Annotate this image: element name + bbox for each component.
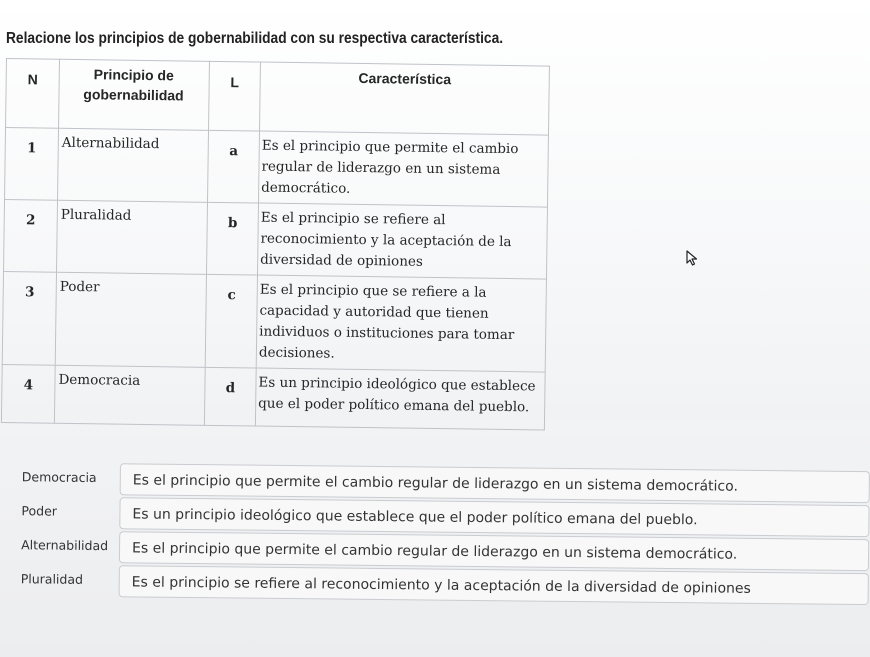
row-letter: a xyxy=(208,130,260,203)
table-row xyxy=(2,271,546,372)
header-characteristic: Característica xyxy=(260,62,550,135)
row-principle: Poder xyxy=(55,272,206,367)
table-header-row xyxy=(6,59,550,136)
mouse-pointer-icon xyxy=(686,250,700,266)
row-principle: Pluralidad xyxy=(57,200,208,274)
row-number: 3 xyxy=(2,271,56,365)
row-letter: c xyxy=(205,274,257,368)
row-principle: Democracia xyxy=(54,365,205,425)
row-number: 1 xyxy=(5,128,59,201)
header-n: N xyxy=(6,59,60,129)
answer-dropdown[interactable]: Es un principio ideológico que establece que el poder político emana del pueblo. xyxy=(119,497,869,537)
row-letter: d xyxy=(204,367,256,426)
answer-label: Alternabilidad xyxy=(21,537,109,554)
answer-dropdown[interactable]: Es el principio se refiere al reconocimiento y la aceptación de la diversidad de opiniones xyxy=(119,565,869,605)
answer-dropdown[interactable]: Es el principio que permite el cambio regular de liderazgo en un sistema democrático. xyxy=(120,463,870,503)
answer-label: Democracia xyxy=(21,469,97,486)
header-principle: Principio de gobernabilidad xyxy=(59,59,210,130)
row-characteristic: Es el principio se refiere al reconocimiento y la aceptación de la diversidad de opiniones xyxy=(257,203,547,279)
header-letter: L xyxy=(209,61,261,131)
row-letter: b xyxy=(206,202,258,275)
row-number: 4 xyxy=(1,364,55,423)
table-row xyxy=(4,199,548,279)
row-characteristic: Es un principio ideológico que establece que el poder político emana del pueblo. xyxy=(255,368,545,430)
row-characteristic: Es el principio que se refiere a la capacidad y autoridad que tienen individuos o instituciones para tomar decisiones. xyxy=(256,275,546,372)
answer-dropdown[interactable]: Es el principio que permite el cambio regular de liderazgo en un sistema democrático. xyxy=(119,531,869,571)
principles-table xyxy=(1,58,550,431)
answer-label: Poder xyxy=(21,503,58,519)
question-instruction: Relacione los principios de gobernabilidad con su respectiva característica. xyxy=(6,30,504,47)
table-row xyxy=(5,128,549,208)
table-row xyxy=(1,364,545,430)
answer-label: Pluralidad xyxy=(20,571,84,587)
answer-list xyxy=(0,460,870,605)
row-principle: Alternabilidad xyxy=(58,128,209,202)
row-characteristic: Es el principio que permite el cambio regular de liderazgo en un sistema democrático. xyxy=(258,131,548,207)
row-number: 2 xyxy=(4,199,58,272)
